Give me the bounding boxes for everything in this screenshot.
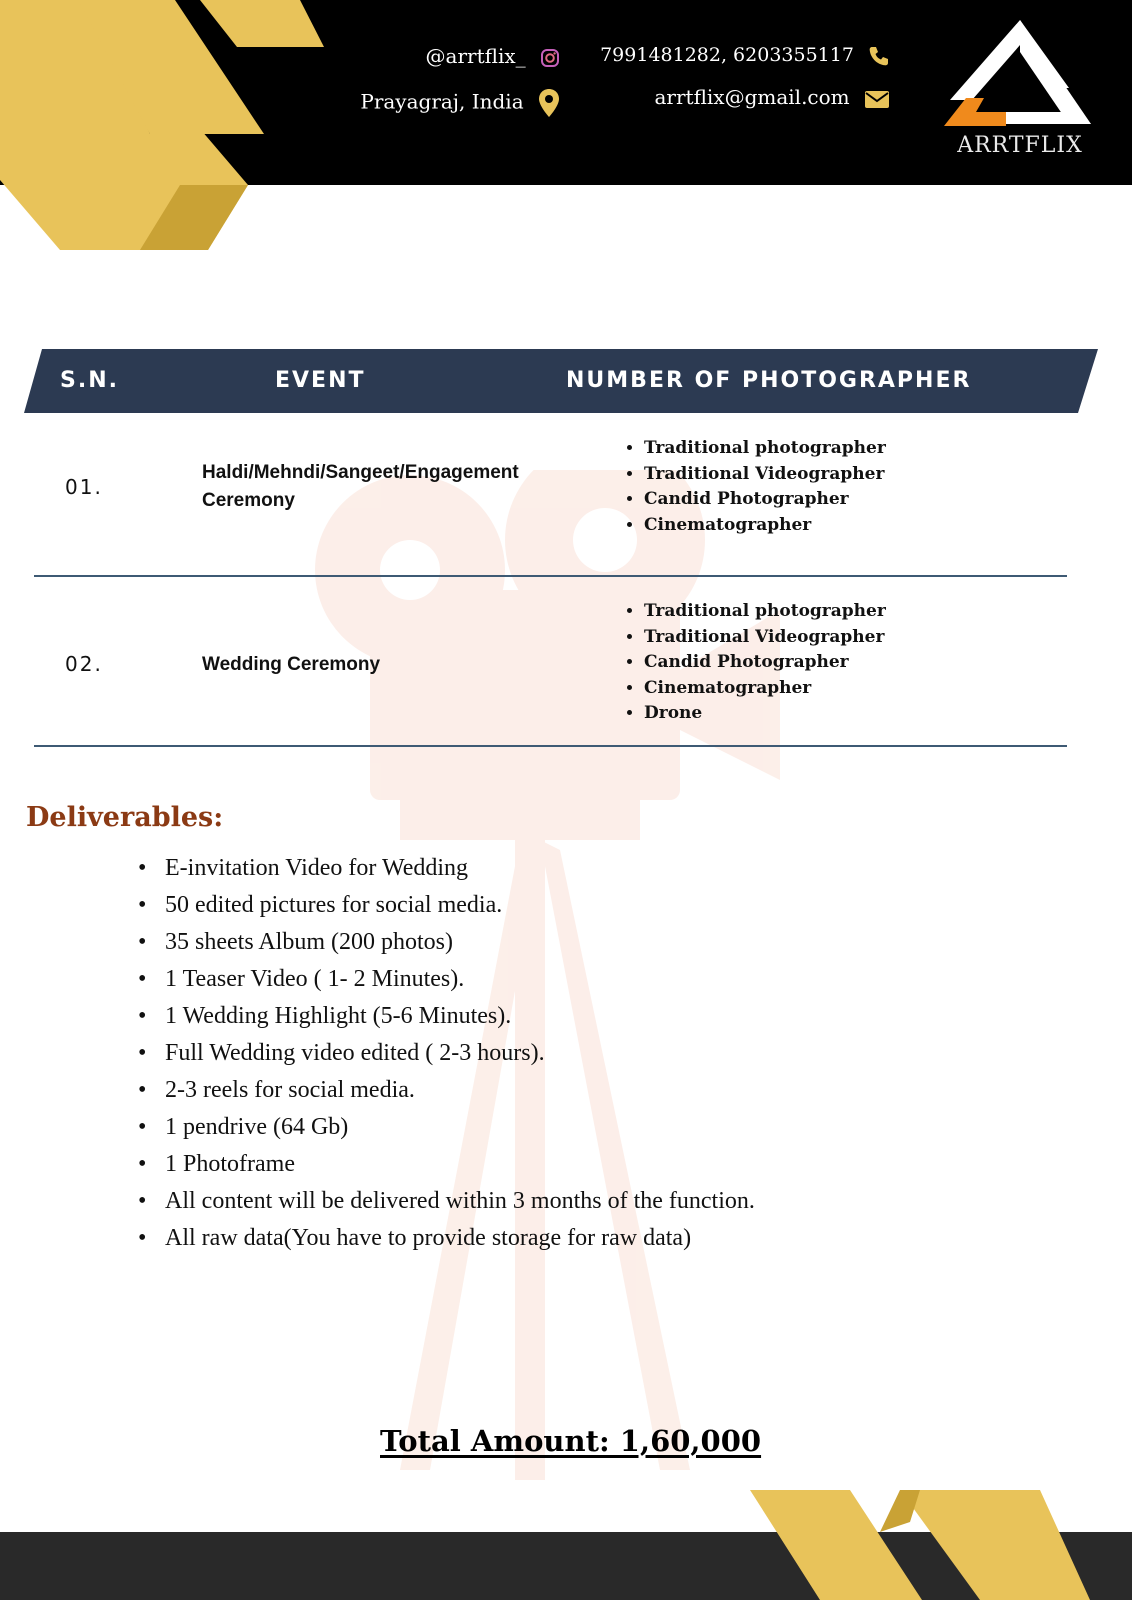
column-header-sn: S.N. — [60, 368, 119, 393]
location-text: Prayagraj, India — [360, 89, 524, 114]
row-1-event: Haldi/Mehndi/Sangeet/Engagement Ceremony — [202, 462, 519, 511]
row-1-roles — [612, 436, 886, 538]
list-item: • Drone — [644, 701, 886, 727]
list-item: • 1 Wedding Highlight (5-6 Minutes). — [165, 998, 755, 1035]
envelope-icon — [864, 89, 890, 109]
deliverables-title: Deliverables: — [26, 802, 224, 833]
row-divider — [34, 745, 1067, 747]
list-item: • Traditional photographer — [644, 599, 886, 625]
footer-stripes-decoration — [740, 1490, 1132, 1600]
row-2-roles — [612, 599, 886, 727]
list-item: • 2-3 reels for social media. — [165, 1072, 755, 1109]
row-1-sn: 01. — [65, 475, 103, 499]
list-item: • 50 edited pictures for social media. — [165, 887, 755, 924]
list-item: • Traditional Videographer — [644, 462, 886, 488]
column-header-event: EVENT — [275, 368, 366, 393]
list-item: • Full Wedding video edited ( 2-3 hours). — [165, 1035, 755, 1072]
location — [340, 88, 560, 118]
instagram-handle[interactable] — [380, 44, 560, 68]
location-pin-icon — [538, 88, 560, 118]
instagram-icon — [540, 48, 560, 68]
phone-numbers[interactable] — [600, 44, 890, 67]
total-amount: Total Amount: 1,60,000 — [380, 1424, 762, 1458]
list-item: • Cinematographer — [644, 513, 886, 539]
brand-name: ARRTFLIX — [957, 133, 1083, 158]
list-item: • E-invitation Video for Wedding — [165, 850, 755, 887]
list-item: • 1 pendrive (64 Gb) — [165, 1109, 755, 1146]
list-item: • Candid Photographer — [644, 487, 886, 513]
list-item: • All content will be delivered within 3 months of the function. — [165, 1183, 755, 1220]
phone-icon — [868, 45, 890, 67]
header-stripes-decoration — [0, 0, 340, 250]
list-item: • 35 sheets Album (200 photos) — [165, 924, 755, 961]
phone-numbers-text: 7991481282, 6203355117 — [600, 44, 854, 66]
list-item: • Cinematographer — [644, 676, 886, 702]
list-item: • All raw data(You have to provide storage for raw data) — [165, 1220, 755, 1257]
email[interactable] — [600, 85, 890, 109]
row-2-sn: 02. — [65, 652, 103, 676]
list-item: • Traditional photographer — [644, 436, 886, 462]
email-text: arrtflix@gmail.com — [654, 85, 850, 109]
row-divider — [34, 575, 1067, 577]
instagram-handle-text: @arrtflix_ — [425, 44, 526, 68]
row-2-event: Wedding Ceremony — [202, 654, 381, 675]
list-item: • 1 Photoframe — [165, 1146, 755, 1183]
column-header-photographers: NUMBER OF PHOTOGRAPHER — [566, 368, 972, 393]
list-item: • Candid Photographer — [644, 650, 886, 676]
list-item: • 1 Teaser Video ( 1- 2 Minutes). — [165, 961, 755, 998]
list-item: • Traditional Videographer — [644, 625, 886, 651]
deliverables-list — [165, 850, 755, 1257]
